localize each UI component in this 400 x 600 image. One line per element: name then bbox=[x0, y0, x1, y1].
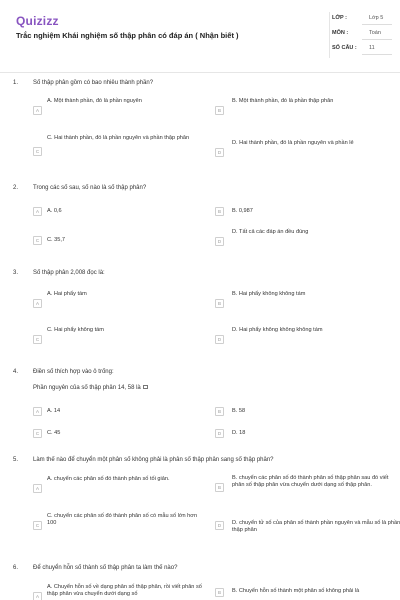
option-letter-box: D bbox=[215, 335, 224, 344]
option-letter-box: A bbox=[33, 407, 42, 416]
option-letter-box: B bbox=[215, 483, 224, 492]
option-letter-box: B bbox=[215, 106, 224, 115]
option-letter-box: C bbox=[33, 236, 42, 245]
question-subtext bbox=[33, 385, 383, 391]
option-text: A. Một thành phần, đó là phần nguyên bbox=[47, 98, 142, 104]
class-label: LỚP : bbox=[332, 15, 347, 21]
option-letter-box: D bbox=[215, 429, 224, 438]
option-text: D. 18 bbox=[232, 430, 246, 436]
option-letter-box: B bbox=[215, 588, 224, 597]
option-text: C. Hai phẩy không tám bbox=[47, 327, 104, 333]
option-text: C. chuyển các phân số đó thành phân số có mẫu số lớn hơn 100 bbox=[47, 513, 198, 527]
question-text: Số thập phân 2,008 đọc là: bbox=[33, 270, 105, 276]
option-letter-box: C bbox=[33, 429, 42, 438]
option-text: C. Hai thành phần, đó là phần nguyên và phần thập phân bbox=[47, 135, 190, 141]
option-text: A. Hai phẩy tám bbox=[47, 291, 87, 297]
count-label: SỐ CÂU : bbox=[332, 45, 357, 51]
option-letter-box: B bbox=[215, 407, 224, 416]
option-letter-box: A bbox=[33, 484, 42, 493]
option-letter-box: D bbox=[215, 521, 224, 530]
question-number: 1. bbox=[13, 80, 19, 86]
option-text: B. chuyển các phân số đó thành phân số thập phân sau đó viết phân số thập phân vừa chuyển dưới dạng số thập phân. bbox=[232, 475, 389, 489]
question-number: 5. bbox=[13, 457, 19, 463]
option-text: B. 58 bbox=[232, 408, 246, 414]
option-letter-box: B bbox=[215, 207, 224, 216]
answer-blank-box bbox=[143, 385, 148, 389]
question-number: 6. bbox=[13, 565, 19, 571]
option-letter-box: A bbox=[33, 207, 42, 216]
option-text: D. Hai phẩy không không không tám bbox=[232, 327, 323, 333]
subject-value: Toán bbox=[369, 30, 381, 36]
question-number: 4. bbox=[13, 369, 19, 375]
header-rule bbox=[0, 72, 400, 73]
option-text: D. chuyển tử số của phân số thành phần nguyên và mẫu số là phần thập phân bbox=[232, 520, 400, 534]
option-text: D. Hai thành phần, đó là phần nguyên và phần lẻ bbox=[232, 140, 354, 146]
question-text: Làm thế nào để chuyển một phân số không phải là phân số thập phân sang số thập phân? bbox=[33, 457, 274, 463]
question-number: 3. bbox=[13, 270, 19, 276]
option-text: B. Hai phẩy không không tám bbox=[232, 291, 306, 297]
option-text: A. 14 bbox=[47, 408, 61, 414]
option-letter-box: A bbox=[33, 592, 42, 600]
option-text: A. Chuyển hỗn số về dạng phân số thập phân, rồi viết phân số thập phân vừa chuyển dưới dạng số bbox=[47, 584, 202, 598]
quizizz-logo: Quizizz bbox=[16, 14, 59, 28]
worksheet-header bbox=[0, 0, 400, 62]
option-letter-box: C bbox=[33, 521, 42, 530]
option-text: C. 35,7 bbox=[47, 237, 66, 243]
option-text: B. Một thành phần, đó là phần thập phân bbox=[232, 98, 334, 104]
option-letter-box: C bbox=[33, 147, 42, 156]
count-value: 11 bbox=[369, 45, 375, 51]
option-text: C. 45 bbox=[47, 430, 61, 436]
option-text: B. Chuyển hỗn số thành một phân số không phải là bbox=[232, 588, 360, 594]
option-letter-box: D bbox=[215, 237, 224, 246]
option-letter-box: A bbox=[33, 106, 42, 115]
question-number: 2. bbox=[13, 185, 19, 191]
question-text: Để chuyển hỗn số thành số thập phân ta làm thế nào? bbox=[33, 565, 178, 571]
question-text: Điền số thích hợp vào ô trống: bbox=[33, 369, 114, 375]
option-letter-box: A bbox=[33, 299, 42, 308]
option-text: B. 0,987 bbox=[232, 208, 253, 214]
meta-divider bbox=[329, 12, 330, 58]
question-text: Trong các số sau, số nào là số thập phân? bbox=[33, 185, 147, 191]
option-letter-box: D bbox=[215, 148, 224, 157]
option-letter-box: B bbox=[215, 299, 224, 308]
option-text: D. Tất cả các đáp án đều đúng bbox=[232, 229, 309, 235]
worksheet-title: Trắc nghiệm Khái nghiệm số thập phân có đáp án ( Nhận biết ) bbox=[16, 31, 239, 40]
option-text: A. chuyển các phân số đó thành phân số tối giản. bbox=[47, 476, 170, 482]
class-value: Lớp 5 bbox=[369, 15, 384, 21]
question-subtext-text: Phần nguyên của số thập phân 14, 58 là bbox=[33, 385, 141, 391]
option-letter-box: C bbox=[33, 335, 42, 344]
option-text: A. 0,6 bbox=[47, 208, 62, 214]
question-text: Số thập phân gồm có bao nhiêu thành phần? bbox=[33, 80, 154, 86]
subject-label: MÔN : bbox=[332, 30, 349, 36]
